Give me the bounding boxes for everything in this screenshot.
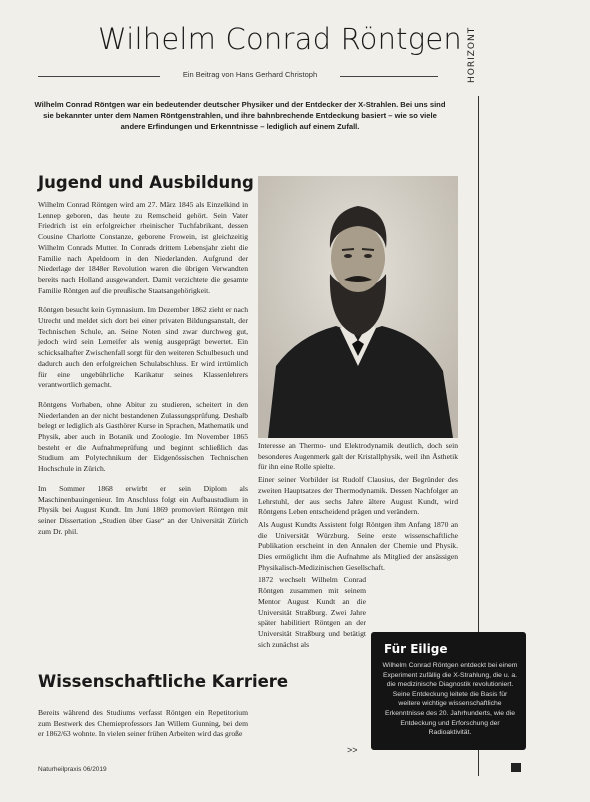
section-heading-jugend: Jugend und Ausbildung	[38, 173, 254, 192]
column-left-bottom	[38, 708, 248, 749]
summary-box-title: Für Eilige	[384, 642, 448, 656]
paragraph: Interesse an Thermo- und Elektrodynamik deutlich, doch sein besonderes Augenmerk galt der Kristallphysik, weil ihn Ästhetik für ihn eine Rolle spielte.	[258, 441, 458, 472]
portrait-illustration	[258, 176, 458, 438]
section-label: HORIZONT	[467, 26, 477, 84]
column-right	[258, 441, 458, 659]
portrait-photo	[258, 176, 458, 438]
article-title: Wilhelm Conrad Röntgen	[98, 22, 462, 56]
byline-rule-left	[38, 76, 160, 77]
paragraph: Als August Kundts Assistent folgt Röntgen ihm Anfang 1870 an die Universität Würzburg. Seine erste wissenschaftliche Publikation erscheint in den Annalen der Chemie und Physik. Dies ermöglicht ihm die Aufnahme als Mitglied der ansässigen Physikalisch-Medizinischen Gesellschaft.	[258, 519, 458, 572]
footer-source: Naturheilpraxis 06/2019	[38, 766, 107, 773]
byline: Ein Beitrag von Hans Gerhard Christoph	[160, 70, 340, 79]
paragraph: Röntgen besucht kein Gymnasium. Im Dezember 1862 zieht er nach Utrecht und meldet sich dort bei einer privaten Bildungsanstalt, der Technischen Schule, an. Seine Noten sind zwar durchweg gut, jedoch wird sein Lerneifer als wenig ausgeprägt bewertet. Ein schicksalhafter Zwischenfall sorgt für den weiteren Schulbesuch und dadurch auch den erfolgreichen Schulabschluss. Er wird irrtümlich für eine ungebührliche Karikatur seines Klassenlehrers verantwortlich gemacht.	[38, 305, 248, 390]
paragraph: Bereits während des Studiums verfasst Röntgen ein Repetitorium zum Bestwerk des Chemieprofessors Jan Willem Gunning, bei dem er 1862/63 wohnte. In vielen seiner frühen Arbeiten wird das große	[38, 708, 248, 739]
summary-box-text: Wilhelm Conrad Röntgen entdeckt bei einem Experiment zufällig die X-Strahlung, die u. a. die medizinische Diagnostik revolutioniert. Seine Entdeckung leitete die Basis für weitere wichtige wissenschaftliche Erkenntnisse des 20. Jahrhunderts, wie die Entdeckung und Erforschung der Radioaktivität.	[382, 662, 518, 737]
paragraph: Röntgens Vorhaben, ohne Abitur zu studieren, scheitert in den Niederlanden an der nicht bestandenen Zulassungsprüfung. Deshalb belegt er lediglich als Gasthörer Kurse in Sprachen, Mathematik und Physik, aber auch in Botanik und Zoologie. Im November 1865 besteht er die Aufnahmeprüfung und beginnt schließlich das Studium am Polytechnikum der Eidgenössischen Technischen Hochschule in Zürich.	[38, 399, 248, 474]
byline-rule-right	[340, 76, 438, 77]
paragraph: Einer seiner Vorbilder ist Rudolf Clausius, der Begründer des zweiten Hauptsatzes der Thermodynamik. Dessen Nachfolger an Lehrstuhl, der aus sechs Jahre ältere August Kundt, wird Röntgens Leben entscheidend prägen und verändern.	[258, 475, 458, 517]
column-left	[38, 200, 248, 546]
paragraph: Im Sommer 1868 erwirbt er sein Diplom als Maschinenbauingenieur. Im Anschluss folgt ein Aufbaustudium in Physik bei August Kundt. Im Juni 1869 promoviert Röntgen mit seiner Dissertation „Studien über Gase“ an der Universität Zürich zum Dr. phil.	[38, 483, 248, 536]
section-heading-karriere: Wissenschaftliche Karriere	[38, 672, 289, 691]
continued-marker: >>	[347, 745, 358, 755]
summary-box	[371, 632, 526, 750]
paragraph: 1872 wechselt Wilhelm Conrad Röntgen zusammen mit seinem Mentor August Kundt an die Universität Straßburg. Zwei Jahre später habilitiert Röntgen an der Universität Straßburg und betätigt sich zunächst als	[258, 575, 366, 649]
paragraph: Wilhelm Conrad Röntgen wird am 27. März 1845 als Einzelkind in Lennep geboren, das heute zu Remscheid gehört. Sein Vater Friedrich ist ein erfolgreicher rheinischer Tuchfabrikant, dessen Cousine Charlotte Constanze, geborene Frowein, ist gleichzeitig Wilhelm Conrads Mutter. In Conrads drittem Lebensjahr zieht die Familie nach Apeldoorn in den Niederlanden. Aufgrund der Niederlage der 1848er Revolution waren die übrigen Verwandten bereits nach Holland ausgewandert. Damit verzichtete die gesamte Familie Röntgen auf die preußische Staatsangehörigkeit.	[38, 200, 248, 295]
page-marker	[511, 763, 521, 772]
intro-lead: Wilhelm Conrad Röntgen war ein bedeutender deutscher Physiker und der Entdecker der X-Strahlen. Bei uns sind sie bekannter unter dem Namen Röntgenstrahlen, und ihre bahnbrechende Entdeckung basiert – wie so viele andere Erfindungen und Erkenntnisse – lediglich auf einem Zufall.	[34, 100, 446, 131]
